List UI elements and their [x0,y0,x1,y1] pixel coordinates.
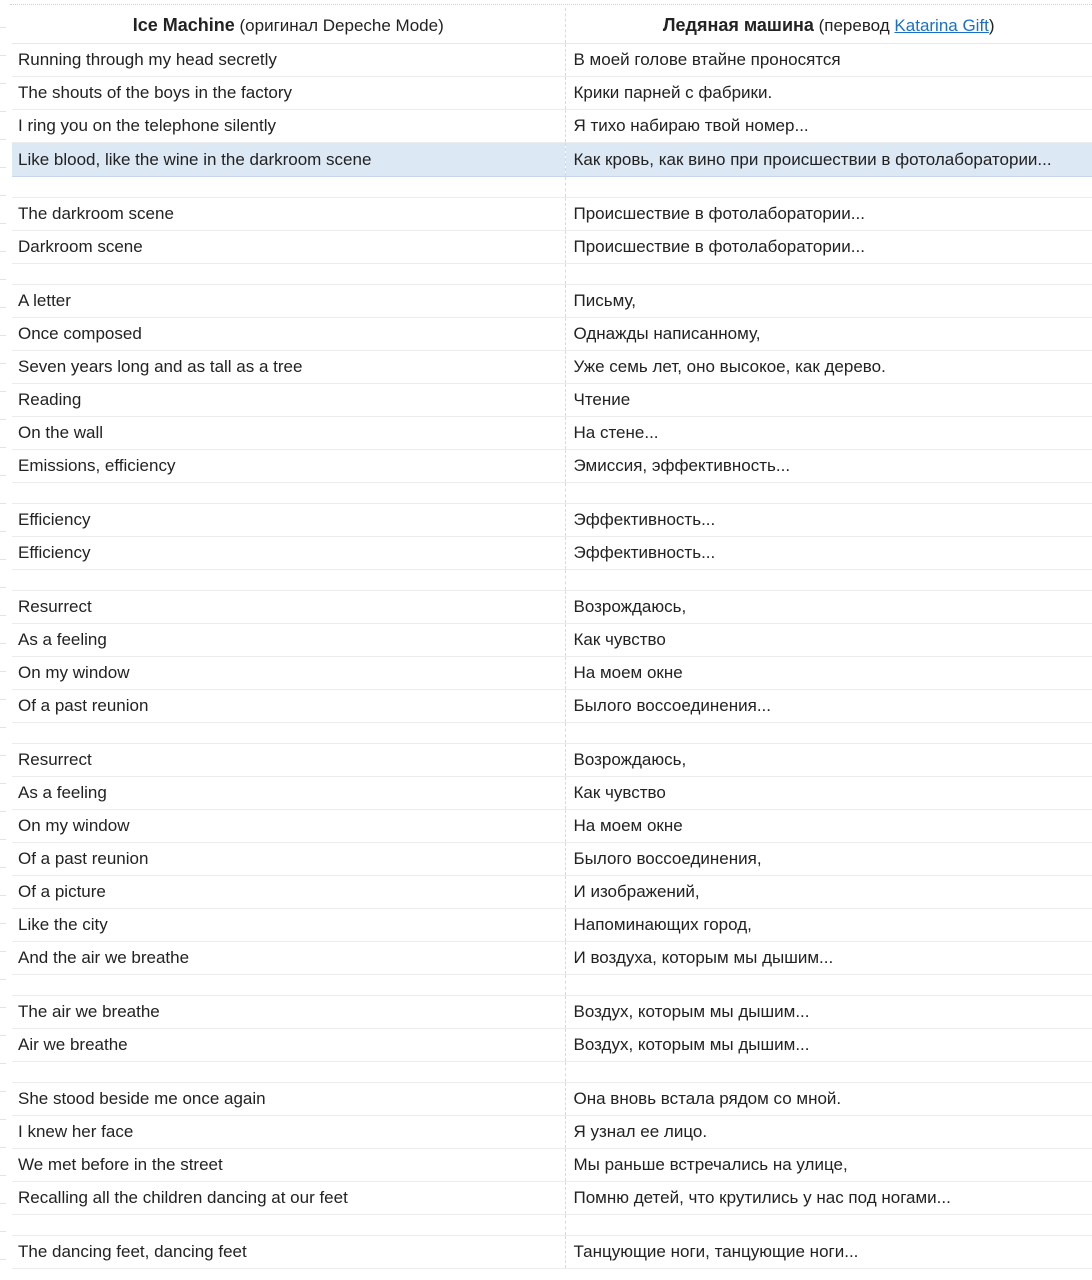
lyric-row[interactable] [12,231,1092,264]
translated-line: Я тихо набираю твой номер... [565,110,1092,143]
translation-song-title: Ледяная машина [662,15,814,35]
original-line: On my window [12,810,565,843]
table-header-row [12,8,1092,44]
original-line: Efficiency [12,504,565,537]
translated-line: Она вновь встала рядом со мной. [565,1083,1092,1116]
stanza-gap-cell [12,570,565,591]
translated-line: Мы раньше встречались на улице, [565,1149,1092,1182]
stanza-gap-cell [12,1215,565,1236]
translated-line: На моем окне [565,810,1092,843]
translated-line: Былого воссоединения, [565,843,1092,876]
translated-line: Напоминающих город, [565,909,1092,942]
translated-line: И изображений, [565,876,1092,909]
lyric-row[interactable] [12,504,1092,537]
stanza-gap-cell [12,177,565,198]
top-divider [10,4,1092,5]
original-note-suffix: ) [438,16,444,35]
translated-line: Воздух, которым мы дышим... [565,1029,1092,1062]
original-note-prefix: (оригинал [234,16,323,35]
lyric-row[interactable] [12,690,1092,723]
original-column-header [12,8,565,44]
translated-line: Уже семь лет, оно высокое, как дерево. [565,351,1092,384]
stanza-gap-row [12,483,1092,504]
translation-note-suffix: ) [988,16,995,35]
stanza-gap-row [12,177,1092,198]
stanza-gap-cell [12,1062,565,1083]
lyric-row[interactable] [12,1182,1092,1215]
translated-line: Однажды написанному, [565,318,1092,351]
original-line: Emissions, efficiency [12,450,565,483]
original-line: We met before in the street [12,1149,565,1182]
lyric-row[interactable] [12,537,1092,570]
original-line: On the wall [12,417,565,450]
translated-line: Как кровь, как вино при происшествии в фотолаборатории... [565,143,1092,177]
translated-line: Танцующие ноги, танцующие ноги... [565,1236,1092,1269]
original-artist: Depeche Mode [322,16,439,35]
stanza-gap-cell [12,975,565,996]
original-line: I ring you on the telephone silently [12,110,565,143]
original-line: Efficiency [12,537,565,570]
lyric-row[interactable] [12,657,1092,690]
lyrics-body [12,44,1092,1269]
stanza-gap-row [12,264,1092,285]
original-line: I knew her face [12,1116,565,1149]
stanza-gap-cell [565,177,1092,198]
stanza-gap-row [12,1215,1092,1236]
lyric-row[interactable] [12,450,1092,483]
translated-line: Как чувство [565,777,1092,810]
translated-line: Эффективность... [565,504,1092,537]
original-line: As a feeling [12,777,565,810]
original-line: She stood beside me once again [12,1083,565,1116]
translated-line: На стене... [565,417,1092,450]
stanza-gap-cell [12,264,565,285]
left-gutter [0,0,6,1280]
original-line: The darkroom scene [12,198,565,231]
original-song-title: Ice Machine [132,15,235,35]
translated-line: Происшествие в фотолаборатории... [565,231,1092,264]
translated-line: Эмиссия, эффективность... [565,450,1092,483]
stanza-gap-cell [565,264,1092,285]
stanza-gap-cell [565,570,1092,591]
lyric-row[interactable] [12,1083,1092,1116]
lyric-row[interactable] [12,909,1092,942]
translation-column-header [565,8,1092,44]
lyric-row[interactable] [12,996,1092,1029]
original-line: Running through my head secretly [12,44,565,77]
lyric-row[interactable] [12,44,1092,77]
translated-line: Письму, [565,285,1092,318]
stanza-gap-cell [565,723,1092,744]
original-line: Resurrect [12,591,565,624]
stanza-gap-row [12,570,1092,591]
original-line: Of a past reunion [12,690,565,723]
stanza-gap-row [12,1062,1092,1083]
translated-line: Былого воссоединения... [565,690,1092,723]
original-line: Darkroom scene [12,231,565,264]
translation-note-prefix: (перевод [813,16,895,35]
original-line: Of a picture [12,876,565,909]
translated-line: И воздуха, которым мы дышим... [565,942,1092,975]
original-line: Resurrect [12,744,565,777]
lyric-row[interactable] [12,417,1092,450]
translated-line: Крики парней с фабрики. [565,77,1092,110]
original-line: The dancing feet, dancing feet [12,1236,565,1269]
original-line: On my window [12,657,565,690]
original-line: As a feeling [12,624,565,657]
original-line: The air we breathe [12,996,565,1029]
lyric-row[interactable] [12,77,1092,110]
translated-line: Возрождаюсь, [565,591,1092,624]
original-line: Once composed [12,318,565,351]
translated-line: Как чувство [565,624,1092,657]
lyric-row[interactable] [12,198,1092,231]
lyric-row[interactable] [12,110,1092,143]
stanza-gap-row [12,975,1092,996]
lyric-row[interactable] [12,285,1092,318]
stanza-gap-cell [565,1215,1092,1236]
original-line: Reading [12,384,565,417]
lyric-row[interactable] [12,876,1092,909]
translated-line: Помню детей, что крутились у нас под ногами... [565,1182,1092,1215]
translated-line: Происшествие в фотолаборатории... [565,198,1092,231]
lyric-row[interactable] [12,1236,1092,1269]
original-line: Of a past reunion [12,843,565,876]
lyric-row[interactable] [12,810,1092,843]
lyric-row[interactable] [12,1116,1092,1149]
lyric-row[interactable] [12,591,1092,624]
translated-line: В моей голове втайне проносятся [565,44,1092,77]
translated-line: Эффективность... [565,537,1092,570]
original-line: Seven years long and as tall as a tree [12,351,565,384]
translated-line: Я узнал ее лицо. [565,1116,1092,1149]
original-line: Recalling all the children dancing at our feet [12,1182,565,1215]
lyric-row[interactable] [12,351,1092,384]
lyric-row[interactable] [12,624,1092,657]
original-line: And the air we breathe [12,942,565,975]
original-line: A letter [12,285,565,318]
original-line: The shouts of the boys in the factory [12,77,565,110]
translated-line: Воздух, которым мы дышим... [565,996,1092,1029]
lyric-row[interactable] [12,1029,1092,1062]
stanza-gap-cell [565,483,1092,504]
translated-line: Чтение [565,384,1092,417]
lyric-row[interactable] [12,1149,1092,1182]
stanza-gap-cell [565,1062,1092,1083]
stanza-gap-cell [12,483,565,504]
stanza-gap-row [12,723,1092,744]
lyric-row[interactable] [12,744,1092,777]
translated-line: На моем окне [565,657,1092,690]
original-line: Like blood, like the wine in the darkroom scene [12,143,565,177]
lyric-row-highlighted[interactable] [12,143,1092,177]
lyric-row[interactable] [12,942,1092,975]
translator-link[interactable]: Katarina Gift [894,16,989,35]
original-line: Like the city [12,909,565,942]
lyric-row[interactable] [12,843,1092,876]
lyrics-translation-table [12,8,1092,1269]
lyric-row[interactable] [12,777,1092,810]
original-line: Air we breathe [12,1029,565,1062]
translated-line: Возрождаюсь, [565,744,1092,777]
stanza-gap-cell [12,723,565,744]
stanza-gap-cell [565,975,1092,996]
lyric-row[interactable] [12,318,1092,351]
lyric-row[interactable] [12,384,1092,417]
